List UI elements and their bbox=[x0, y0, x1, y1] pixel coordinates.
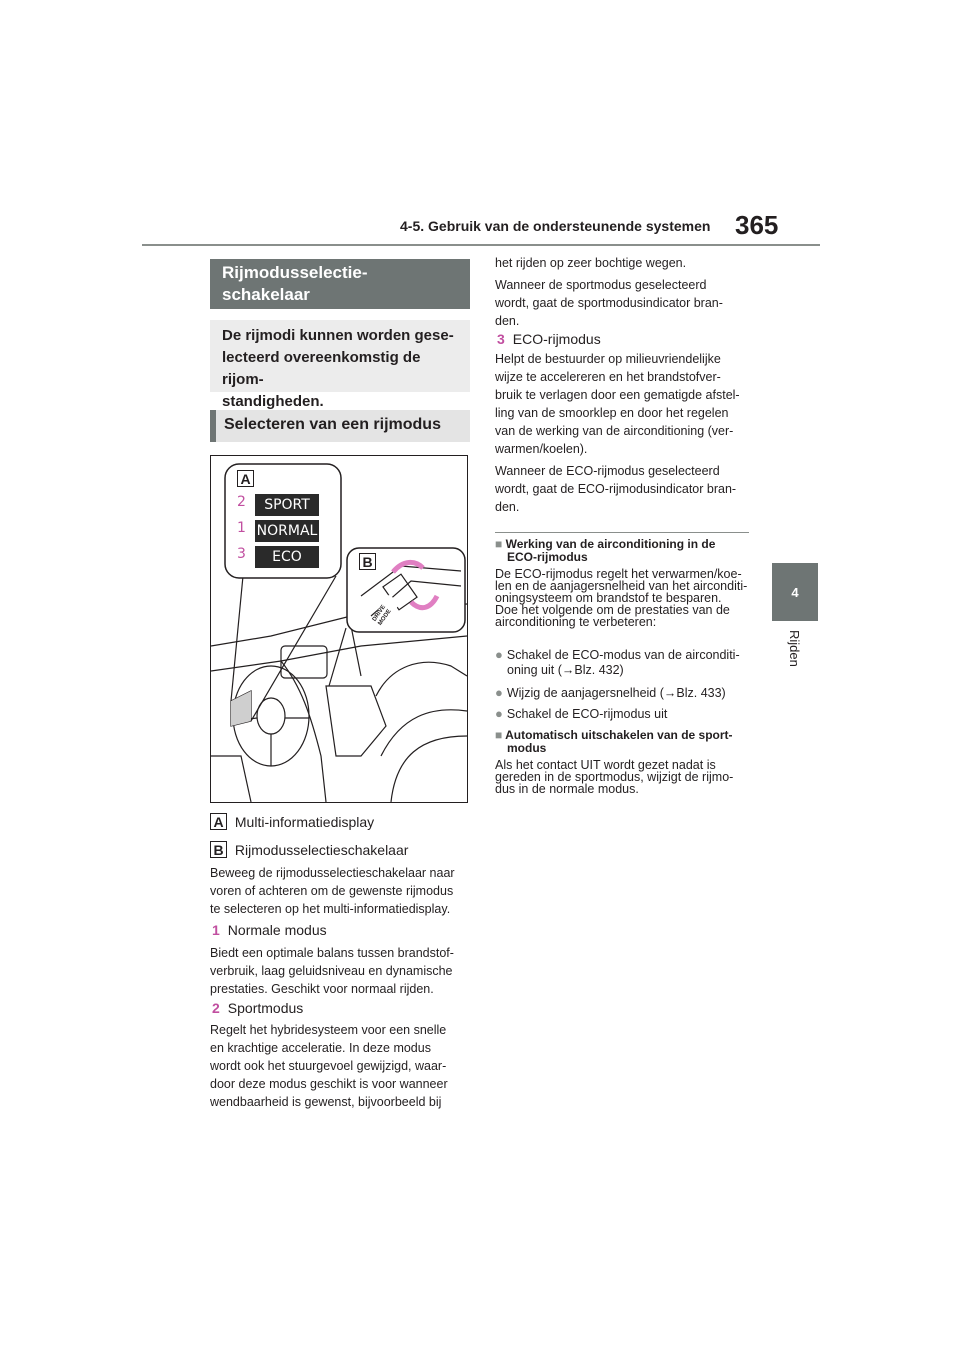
text-line: en krachtige acceleratie. In deze modus bbox=[210, 1041, 431, 1055]
column-rule bbox=[495, 532, 749, 533]
bullet-dot-icon: ● bbox=[495, 647, 503, 662]
intro-line: lecteerd overeenkomstig de rijom- bbox=[222, 349, 421, 388]
aircon-bullet-2 bbox=[495, 685, 757, 700]
callout-a-label-wrap bbox=[237, 470, 254, 489]
bullet-dot-icon: ● bbox=[495, 685, 503, 700]
sport-continuation bbox=[495, 254, 757, 330]
callout-a-label: A bbox=[237, 470, 254, 487]
text-line: dus in de normale modus. bbox=[495, 782, 639, 796]
explain-paragraph bbox=[210, 864, 472, 918]
item-title: Sportmodus bbox=[227, 1000, 304, 1016]
square-bullet-icon: ■ bbox=[495, 728, 503, 742]
text-line: bruik te verlagen door een gematigde afstel- bbox=[495, 388, 740, 402]
chapter-tab-label: Rijden bbox=[787, 630, 802, 667]
item-sport-heading bbox=[212, 1000, 303, 1016]
item-number: 3 bbox=[497, 331, 505, 347]
text-line: den. bbox=[495, 500, 520, 514]
text-line: Doe het volgende om de prestaties van de bbox=[495, 603, 730, 617]
section-title-line: schakelaar bbox=[222, 285, 310, 304]
legend-a-letter: A bbox=[210, 813, 227, 830]
text-line: Helpt de bestuurder op milieuvriendelijke bbox=[495, 352, 721, 366]
callout-b-label-wrap bbox=[359, 553, 376, 572]
aircon-bullet-3 bbox=[495, 706, 757, 721]
note-title-line: Automatisch uitschakelen van de sport- bbox=[505, 728, 733, 742]
legend-b-text: Rijmodusselectieschakelaar bbox=[234, 841, 409, 858]
item-title: Normale modus bbox=[227, 922, 327, 938]
item-number: 2 bbox=[212, 1000, 220, 1016]
intro-line: standigheden. bbox=[222, 393, 324, 410]
text-line: Beweeg de rijmodusselectieschakelaar naar bbox=[210, 866, 455, 880]
text-line: Regelt het hybridesysteem voor een snelle bbox=[210, 1023, 447, 1037]
note-title-line: modus bbox=[507, 741, 547, 755]
text-line: gereden in de sportmodus, wijzigt de rijmo- bbox=[495, 770, 734, 784]
text-line: wordt, gaat de ECO-rijmodusindicator bran- bbox=[495, 482, 737, 496]
drive-mode-switch-text: DRIVE MODE bbox=[372, 595, 401, 628]
dashboard-figure bbox=[210, 455, 468, 803]
note-title-line: ECO-rijmodus bbox=[507, 550, 588, 564]
text-line: Als het contact UIT wordt gezet nadat is bbox=[495, 758, 716, 772]
aircon-bullet-1 bbox=[495, 647, 757, 678]
chapter-tab-label-wrap bbox=[772, 620, 818, 680]
text-line: voren of achteren om de gewenste rijmodus bbox=[210, 884, 454, 898]
mode-tag-normal: NORMAL bbox=[255, 520, 319, 542]
legend-a-text: Multi-informatiedisplay bbox=[234, 813, 375, 830]
text-line: warmen/koelen). bbox=[495, 442, 588, 456]
mode-tag-eco: ECO bbox=[255, 546, 319, 568]
text-line: wordt ook het stuurgevoel gewijzigd, waar- bbox=[210, 1059, 447, 1073]
legend-b bbox=[210, 841, 408, 858]
item-normal-body bbox=[210, 944, 472, 998]
bullet-text: Schakel de ECO-rijmodus uit bbox=[506, 707, 668, 721]
item-sport-body bbox=[210, 1021, 472, 1111]
text-line: wendbaarheid is gewenst, bijvoorbeeld bij bbox=[210, 1095, 442, 1109]
callout-b-label: B bbox=[359, 553, 376, 570]
subsection-title: Selecteren van een rijmodus bbox=[210, 410, 470, 442]
note-sport-off-title bbox=[495, 729, 757, 755]
note-title-line: Werking van de airconditioning in de bbox=[505, 537, 716, 551]
bullet-dot-icon: ● bbox=[495, 706, 503, 721]
mode-number: 3 bbox=[237, 546, 246, 562]
intro-line: De rijmodi kunnen worden gese- bbox=[222, 327, 454, 344]
square-bullet-icon: ■ bbox=[495, 537, 503, 551]
text-line: het rijden op zeer bochtige wegen. bbox=[495, 256, 687, 270]
text-line: len en de aanjagersnelheid van het airconditi- bbox=[495, 579, 748, 593]
section-title bbox=[210, 259, 470, 309]
text-line: De ECO-rijmodus regelt het verwarmen/koe- bbox=[495, 567, 742, 581]
text-line: den. bbox=[495, 314, 520, 328]
mode-number: 1 bbox=[237, 520, 246, 536]
text-line: te selecteren op het multi-informatiedisplay. bbox=[210, 902, 451, 916]
text-line: verbruik, laag geluidsniveau en dynamische bbox=[210, 964, 453, 978]
note-aircon-title bbox=[495, 538, 757, 564]
note-aircon-body bbox=[495, 568, 757, 628]
bullet-text: Schakel de ECO-modus van de airconditi- bbox=[506, 648, 740, 662]
section-title-line: Rijmodusselectie- bbox=[222, 263, 368, 282]
text-line: Wanneer de sportmodus geselecteerd bbox=[495, 278, 707, 292]
bullet-text: oning uit (→Blz. 432) bbox=[507, 663, 624, 677]
text-line: prestaties. Geschikt voor normaal rijden. bbox=[210, 982, 434, 996]
intro-box bbox=[210, 320, 470, 410]
item-eco-body bbox=[495, 350, 757, 516]
item-number: 1 bbox=[212, 922, 220, 938]
text-line: Biedt een optimale balans tussen brandstof- bbox=[210, 946, 454, 960]
item-eco-heading bbox=[497, 331, 601, 347]
page-number: 365 bbox=[735, 210, 779, 240]
chapter-title: 4-5. Gebruik van de ondersteunende systemen bbox=[400, 218, 711, 234]
mode-number: 2 bbox=[237, 494, 246, 510]
text-line: oningsysteem om brandstof te besparen. bbox=[495, 591, 722, 605]
text-line: Wanneer de ECO-rijmodus geselecteerd bbox=[495, 464, 720, 478]
note-sport-off-body bbox=[495, 759, 757, 795]
mode-tag-sport: SPORT bbox=[255, 494, 319, 516]
bullet-text: Wijzig de aanjagersnelheid (→Blz. 433) bbox=[506, 686, 726, 700]
item-normal-heading bbox=[212, 922, 327, 938]
item-title: ECO-rijmodus bbox=[512, 331, 601, 347]
chapter-tab-number: 4 bbox=[772, 563, 818, 621]
legend-b-letter: B bbox=[210, 841, 227, 858]
text-line: door deze modus geschikt is voor wanneer bbox=[210, 1077, 448, 1091]
legend-a bbox=[210, 813, 374, 830]
dashboard-illustration bbox=[211, 456, 467, 802]
text-line: van de werking van de airconditioning (ver- bbox=[495, 424, 734, 438]
text-line: ling van de smoorklep en door het regelen bbox=[495, 406, 729, 420]
header-rule bbox=[142, 244, 820, 246]
text-line: wordt, gaat de sportmodusindicator bran- bbox=[495, 296, 723, 310]
text-line: airconditioning te verbeteren: bbox=[495, 615, 657, 629]
text-line: wijze te accelereren en het brandstofver- bbox=[495, 370, 721, 384]
